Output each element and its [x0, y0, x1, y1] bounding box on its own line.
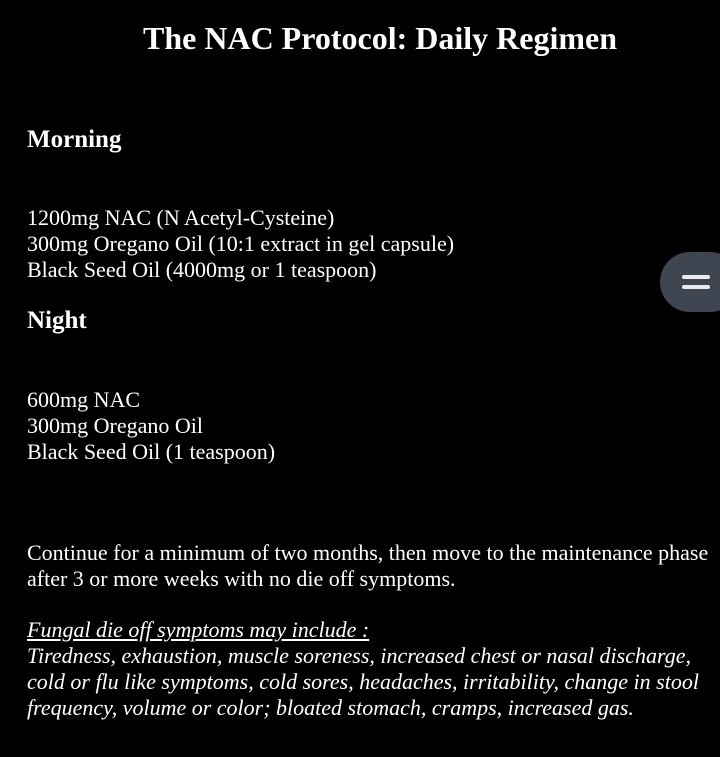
morning-heading: Morning [27, 126, 122, 153]
night-list [27, 387, 275, 465]
continue-paragraph: Continue for a minimum of two months, then move to the maintenance phase after 3 or more weeks with no die off symptoms. [27, 540, 709, 591]
page-title: The NAC Protocol: Daily Regimen [143, 20, 617, 56]
symptoms-text: Tiredness, exhaustion, muscle soreness, increased chest or nasal discharge, cold or flu like symptoms, cold sores, headaches, irritability, change in stool frequency, volume or color; bloated stomach, cramps, increased gas. [27, 643, 699, 720]
night-heading: Night [27, 307, 87, 334]
symptoms-block [27, 617, 717, 721]
list-item: 300mg Oregano Oil [27, 413, 203, 438]
symptoms-title: Fungal die off symptoms may include : [27, 617, 370, 642]
list-item: 300mg Oregano Oil (10:1 extract in gel capsule) [27, 231, 455, 256]
scroll-handle[interactable] [660, 252, 720, 312]
list-item: Black Seed Oil (4000mg or 1 teaspoon) [27, 257, 377, 282]
list-item: 600mg NAC [27, 387, 141, 412]
list-item: Black Seed Oil (1 teaspoon) [27, 439, 276, 464]
list-item: 1200mg NAC (N Acetyl-Cysteine) [27, 205, 335, 230]
morning-list [27, 205, 454, 283]
